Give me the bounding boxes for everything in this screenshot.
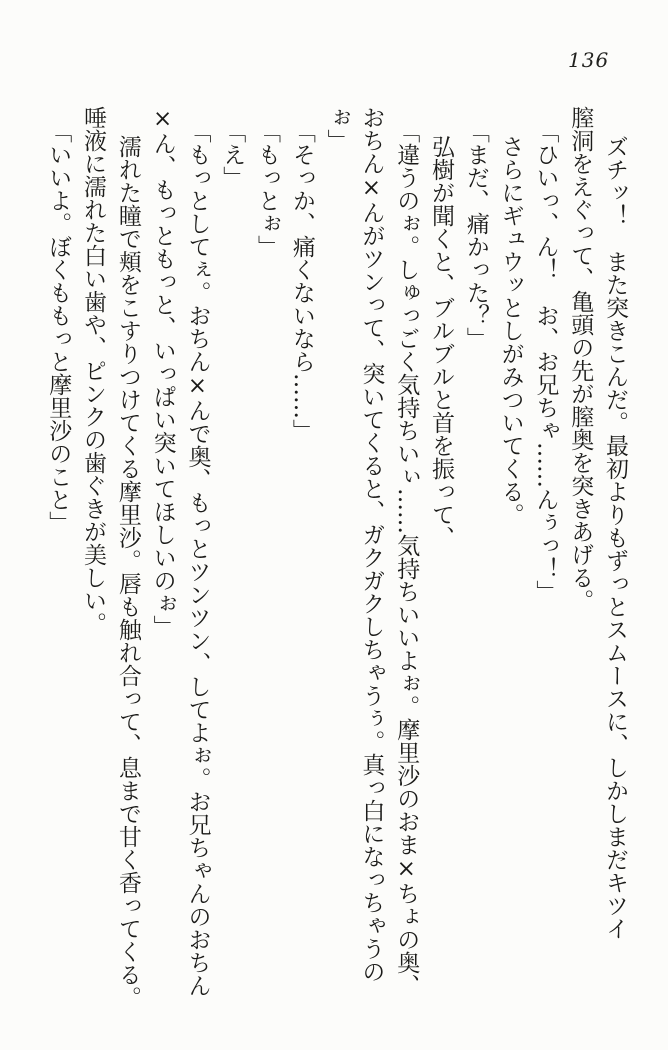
- text-line: ズチッ！ また突きこんだ。最初よりもずっとスムースに、しかしまだキツイ: [602, 135, 628, 940]
- text-area: [40, 106, 632, 1009]
- text-line: ぉ」: [323, 106, 350, 152]
- text-line: 「え」: [219, 120, 246, 189]
- text-line: 唾液に濡れた白い歯や、ピンクの歯ぐきが美しい。: [80, 106, 107, 635]
- text-line: ×ん、もっともっと、いっぱい突いてほしいのぉ」: [149, 106, 176, 638]
- page-number: 136: [568, 48, 610, 72]
- text-line: さらにギュウッとしがみついてくる。: [497, 135, 524, 526]
- text-line: 「もっとしてぇ。おちん×んで奥、もっとツンツン、してよぉ。お兄ちゃんのおちん: [184, 120, 211, 997]
- text-line: 「もっとぉ」: [254, 120, 281, 258]
- text-line: 「違うのぉ。しゅっごく気持ちいぃ……気持ちいいよぉ。摩里沙のおま×ちょの奥、: [393, 120, 420, 997]
- text-line: おちん×んがツンって、突いてくると、ガクガクしちゃうぅ。真っ白になっちゃうの: [358, 106, 385, 983]
- text-line: 濡れた瞳で頬をこすりつけてくる摩里沙。唇も触れ合って、息まで甘く香ってくる。: [114, 135, 141, 1009]
- text-line: 「ひいっ、ん！ お、お兄ちゃ……んぅっ！」: [532, 120, 559, 603]
- text-line: 弘樹が聞くと、ブルブルと首を振って、: [428, 135, 455, 549]
- text-line: 膣洞をえぐって、亀頭の先が膣奥を突きあげる。: [567, 106, 594, 612]
- text-line: 「いいよ。ぼくももっと摩里沙のこと」: [45, 120, 72, 534]
- text-line: 「そっか、痛くないなら……」: [288, 120, 315, 442]
- text-line: 「まだ、痛かった？」: [462, 120, 489, 350]
